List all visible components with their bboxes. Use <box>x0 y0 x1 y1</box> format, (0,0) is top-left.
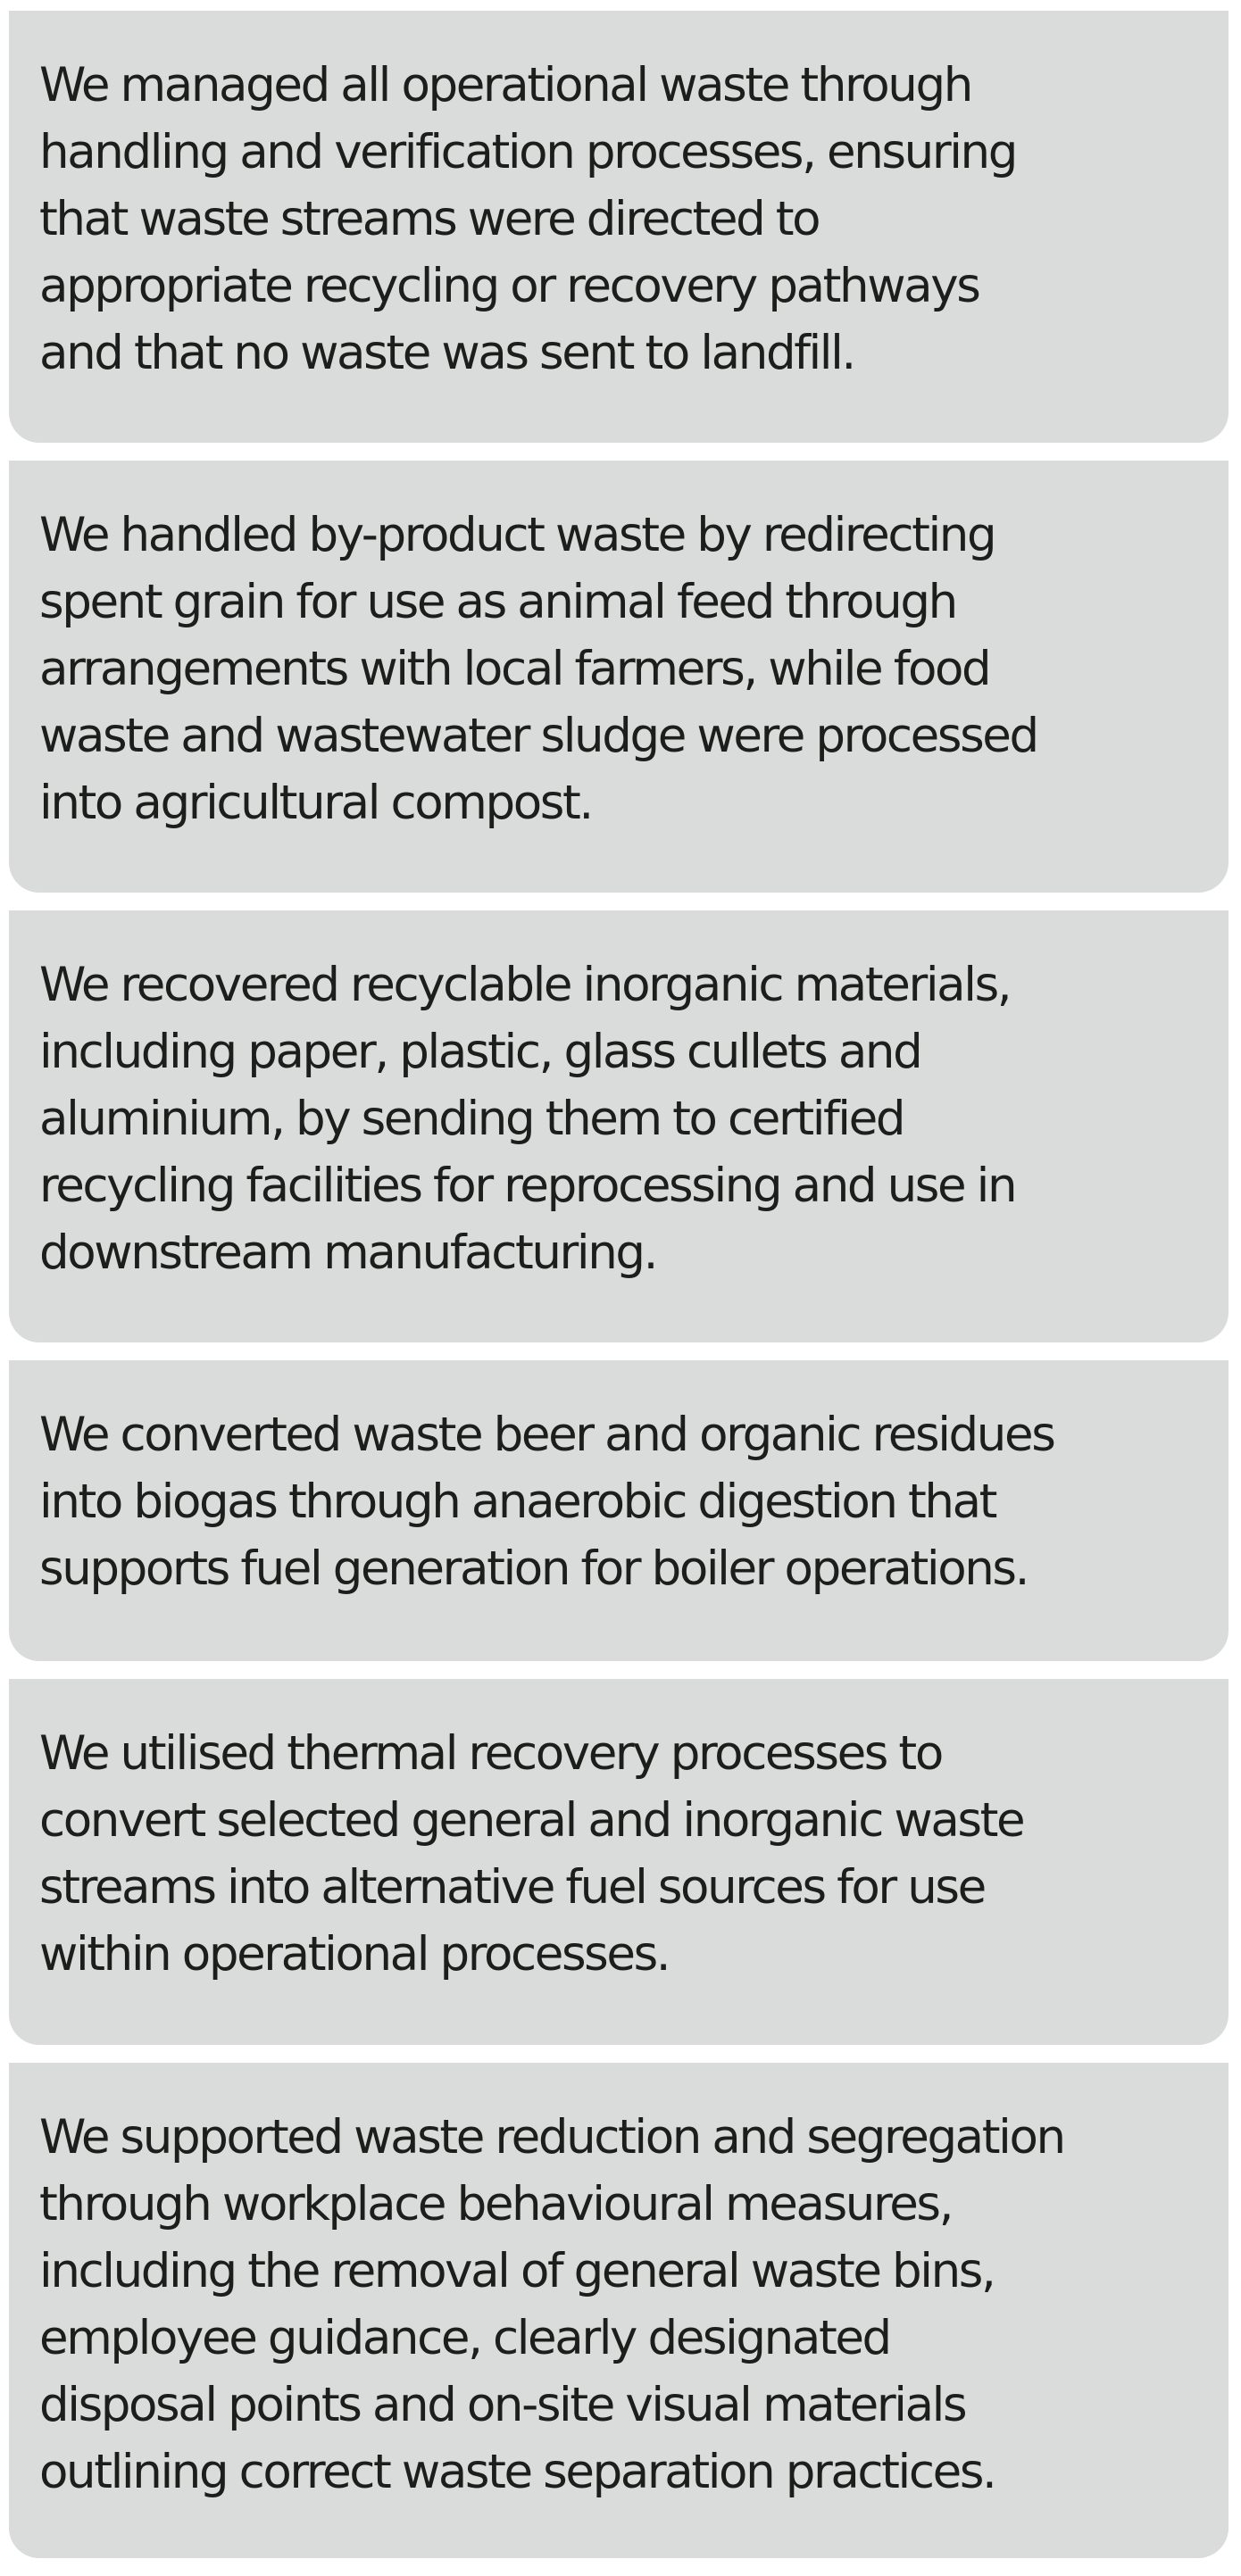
text-line: within operational processes. <box>39 1927 670 1982</box>
text-line: spent grain for use as animal feed through <box>39 575 956 629</box>
text-line: disposal points and on-site visual materials <box>39 2378 966 2432</box>
text-line: aluminium, by sending them to certified <box>39 1092 904 1146</box>
card-waste-reduction <box>9 2063 1229 2558</box>
card-text <box>39 2104 1202 2505</box>
text-line: including the removal of general waste bins, <box>39 2244 995 2298</box>
text-line: streams into alternative fuel sources for use <box>39 1860 985 1915</box>
card-recyclable-materials <box>9 910 1229 1342</box>
text-line: arrangements with local farmers, while food <box>39 642 990 696</box>
text-line: including paper, plastic, glass cullets and <box>39 1025 921 1079</box>
text-line: employee guidance, clearly designated <box>39 2311 890 2365</box>
card-thermal-recovery <box>9 1679 1229 2045</box>
text-line: handling and verification processes, ensuring <box>39 125 1016 179</box>
text-line: We supported waste reduction and segregation <box>39 2110 1064 2165</box>
card-operational-waste <box>9 11 1229 443</box>
text-line: into biogas through anaerobic digestion that <box>39 1475 996 1529</box>
card-text <box>39 1401 1202 1602</box>
text-line: We converted waste beer and organic residues <box>39 1408 1054 1462</box>
text-line: We recovered recyclable inorganic materials, <box>39 958 1011 1012</box>
card-text <box>39 951 1202 1286</box>
text-line: We managed all operational waste through <box>39 58 971 112</box>
text-line: downstream manufacturing. <box>39 1226 657 1280</box>
text-line: appropriate recycling or recovery pathways <box>39 259 979 313</box>
text-line: convert selected general and inorganic waste <box>39 1793 1024 1848</box>
text-line: and that no waste was sent to landfill. <box>39 326 854 380</box>
card-biogas <box>9 1360 1229 1661</box>
card-text <box>39 1720 1202 1988</box>
card-text <box>39 502 1202 836</box>
text-line: that waste streams were directed to <box>39 192 820 246</box>
waste-initiatives-list <box>9 11 1229 2576</box>
text-line: through workplace behavioural measures, <box>39 2177 953 2231</box>
text-line: We utilised thermal recovery processes to <box>39 1726 942 1781</box>
text-line: into agricultural compost. <box>39 776 592 830</box>
card-by-product-waste <box>9 461 1229 893</box>
text-line: waste and wastewater sludge were processed <box>39 709 1037 763</box>
text-line: We handled by-product waste by redirecting <box>39 508 995 562</box>
text-line: recycling facilities for reprocessing and use in <box>39 1159 1016 1213</box>
text-line: outlining correct waste separation practices. <box>39 2445 995 2499</box>
card-text <box>39 52 1202 386</box>
text-line: supports fuel generation for boiler operations. <box>39 1541 1029 1596</box>
